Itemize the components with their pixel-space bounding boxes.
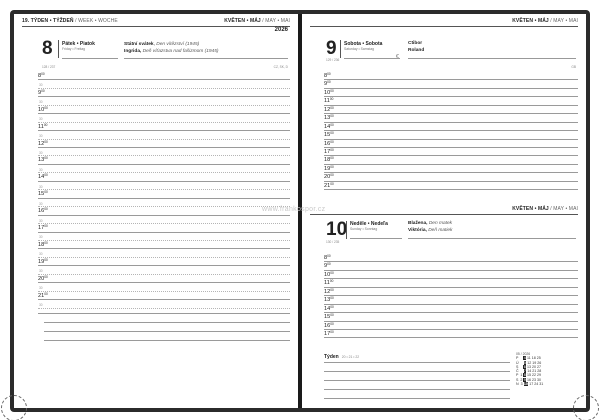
week-note-line[interactable] xyxy=(324,380,510,381)
hour-label: $8^{00}$ xyxy=(324,71,331,79)
half-hour-row[interactable] xyxy=(38,300,290,308)
mini-calendar-day: 8 xyxy=(523,373,526,378)
half-hour-label: 30 xyxy=(39,150,43,155)
hour-row[interactable] xyxy=(38,173,290,181)
hour-label: $15^{00}$ xyxy=(38,190,48,198)
sat-underline xyxy=(344,58,400,59)
half-hour-label: 30 xyxy=(39,167,43,172)
sun-event-underline xyxy=(408,238,576,239)
mini-calendar-day: 20 xyxy=(532,364,536,369)
page-corner-cut xyxy=(1,395,27,420)
hour-label: $18^{00}$ xyxy=(38,240,48,248)
mini-calendar-day: 21 xyxy=(532,369,537,374)
day-underline xyxy=(62,58,118,59)
hour-label: $9^{00}$ xyxy=(324,262,331,270)
mini-calendar-day: 26 xyxy=(537,360,542,365)
hour-row[interactable] xyxy=(324,165,578,173)
sun-number-box xyxy=(326,219,348,241)
mini-calendar-day: 9 xyxy=(523,377,526,382)
half-hour-label: 30 xyxy=(39,184,43,189)
week-header: 19. TÝDEN • TÝŽDEŇ / WEEK • WOCHE xyxy=(22,18,118,24)
hour-label: $11^{00}$ xyxy=(38,122,48,130)
hour-label: $8^{00}$ xyxy=(324,253,331,261)
mini-calendar-row: Ú 5 12 19 26 xyxy=(516,360,542,365)
hour-row[interactable] xyxy=(38,207,290,215)
mini-calendar-day: 12 xyxy=(527,360,532,365)
sun-subtitle: Sunday • Sonntag xyxy=(350,227,378,231)
page-corner-cut-right xyxy=(573,395,599,420)
half-hour-row[interactable] xyxy=(38,216,290,224)
hour-label: $18^{00}$ xyxy=(324,156,334,164)
event-holiday: Státní svátek, Den vítězství (1945) xyxy=(124,42,200,47)
mini-calendar-day: 30 xyxy=(537,377,541,382)
sat-event-underline xyxy=(408,58,576,59)
mini-calendar-day: 27 xyxy=(537,364,541,369)
left-page xyxy=(14,14,298,408)
hour-label: $19^{00}$ xyxy=(324,164,334,172)
hour-row[interactable] xyxy=(324,106,578,114)
mini-calendar-day: 7 xyxy=(523,369,526,374)
sun-underline xyxy=(350,238,402,239)
hour-label: $13^{00}$ xyxy=(38,156,48,164)
mini-calendar-day: 6 xyxy=(523,364,526,369)
header-rule-right xyxy=(310,26,578,27)
mini-calendar-day: 31 xyxy=(539,382,544,387)
mini-calendar-day: 1 xyxy=(520,373,523,378)
hour-row[interactable] xyxy=(324,157,578,165)
half-hour-row[interactable] xyxy=(38,97,290,105)
hour-label: $16^{00}$ xyxy=(324,139,334,147)
half-hour-label: 30 xyxy=(39,303,43,308)
mini-calendar-day: 25 xyxy=(536,356,541,361)
mini-calendar-row: N 3 10 17 24 31 xyxy=(516,382,544,387)
half-hour-row[interactable] xyxy=(38,165,290,173)
hour-label: $10^{00}$ xyxy=(38,105,48,113)
watermark: www.frankospor.cz xyxy=(262,206,326,213)
hour-row[interactable] xyxy=(38,106,290,114)
mini-calendar-day: 11 xyxy=(527,356,531,361)
hour-label: $21^{00}$ xyxy=(38,291,48,299)
hour-label: $14^{00}$ xyxy=(38,173,48,181)
hour-row[interactable] xyxy=(324,114,578,122)
hour-row[interactable] xyxy=(324,89,578,97)
hour-row[interactable] xyxy=(324,313,578,321)
mini-calendar-day: 15 xyxy=(527,373,531,378)
mini-calendar-day: 19 xyxy=(532,360,537,365)
half-hour-row[interactable] xyxy=(38,266,290,274)
mini-calendar-row: P 1 8 15 22 29 xyxy=(516,373,541,378)
hour-row[interactable] xyxy=(324,97,578,105)
sun-month-header: KVĚTEN • MÁJ / MAY • MAI xyxy=(512,206,578,212)
hour-row[interactable] xyxy=(324,322,578,330)
sun-header-rule xyxy=(310,214,578,215)
hour-label: $13^{00}$ xyxy=(324,296,334,304)
sun-event-1: Blažena, Den matek xyxy=(408,221,453,226)
month-header-right: KVĚTEN • MÁJ / MAY • MAI xyxy=(512,18,578,24)
week-note-line[interactable] xyxy=(324,398,510,399)
week-notes-label: Týden 20 • 21 • 22 xyxy=(324,354,360,360)
hour-label: $16^{00}$ xyxy=(324,321,334,329)
hour-row[interactable] xyxy=(324,131,578,139)
hour-row[interactable] xyxy=(324,173,578,181)
hour-row[interactable] xyxy=(324,305,578,313)
event-underline xyxy=(124,58,288,59)
half-hour-row[interactable] xyxy=(38,114,290,122)
hour-row[interactable] xyxy=(38,123,290,131)
hour-row[interactable] xyxy=(324,140,578,148)
half-hour-row[interactable] xyxy=(38,148,290,156)
sun-number: 10 xyxy=(326,219,348,240)
sun-event-2: Viktória, Deň matiek xyxy=(408,228,453,233)
hour-label: $20^{00}$ xyxy=(324,173,334,181)
hour-label: $21^{00}$ xyxy=(324,181,334,189)
half-hour-row[interactable] xyxy=(38,182,290,190)
mini-calendar-day: 17 xyxy=(529,382,534,387)
hour-label: $17^{00}$ xyxy=(324,147,334,155)
hour-label: $11^{00}$ xyxy=(324,279,334,287)
sat-name: Sobota • Sobota xyxy=(344,41,383,47)
hour-label: $16^{00}$ xyxy=(38,207,48,215)
sat-divider xyxy=(340,40,341,58)
hour-label: $13^{00}$ xyxy=(324,114,334,122)
note-line[interactable] xyxy=(38,313,290,314)
hour-row[interactable] xyxy=(324,296,578,304)
hour-label: $12^{00}$ xyxy=(324,287,334,295)
half-hour-label: 30 xyxy=(39,218,43,223)
week-note-line[interactable] xyxy=(324,362,510,363)
hour-label: $10^{00}$ xyxy=(324,270,334,278)
half-hour-label: 30 xyxy=(39,100,43,105)
hour-row[interactable] xyxy=(38,292,290,300)
mini-calendar xyxy=(516,352,543,386)
half-hour-row[interactable] xyxy=(38,233,290,241)
hour-row[interactable] xyxy=(38,89,290,97)
hour-row[interactable] xyxy=(324,182,578,190)
sat-subtitle: Saturday • Samstag xyxy=(344,47,375,51)
half-hour-label: 30 xyxy=(39,252,43,257)
hour-row[interactable] xyxy=(324,123,578,131)
hour-label: $12^{00}$ xyxy=(324,105,334,113)
hour-row[interactable] xyxy=(38,190,290,198)
hour-row[interactable] xyxy=(38,140,290,148)
hour-label: $15^{00}$ xyxy=(324,131,334,139)
week-note-line[interactable] xyxy=(324,371,510,372)
country-code: CZ, SK, D xyxy=(273,65,288,69)
half-hour-label: 30 xyxy=(39,134,43,139)
mini-calendar-day: 28 xyxy=(537,369,542,374)
mini-calendar-day: 10 xyxy=(523,382,528,387)
mini-calendar-day: 29 xyxy=(537,373,541,378)
sun-name: Neděle • Nedeľa xyxy=(350,221,388,227)
sat-number: 9 xyxy=(326,38,337,59)
right-page xyxy=(302,14,586,408)
euro-symbol: € xyxy=(396,54,399,60)
mini-calendar-row: Č 7 14 21 28 xyxy=(516,369,542,374)
header-rule xyxy=(22,26,290,27)
hour-row[interactable] xyxy=(324,72,578,80)
note-line[interactable] xyxy=(44,331,290,332)
sat-nameday-1: Ctibor xyxy=(408,41,423,46)
note-line[interactable] xyxy=(44,340,290,341)
mini-calendar-day: 22 xyxy=(532,373,536,378)
hour-label: $17^{00}$ xyxy=(38,224,48,232)
half-hour-row[interactable] xyxy=(38,131,290,139)
day-divider xyxy=(58,40,59,58)
sun-count: 130 / 235 xyxy=(326,240,340,244)
hour-row[interactable] xyxy=(38,157,290,165)
hour-label: $11^{00}$ xyxy=(324,97,334,105)
hour-row[interactable] xyxy=(324,80,578,88)
day-number-box xyxy=(42,38,64,60)
sun-divider xyxy=(346,221,347,239)
hour-label: $15^{00}$ xyxy=(324,313,334,321)
hour-row[interactable] xyxy=(324,148,578,156)
half-hour-label: 30 xyxy=(39,286,43,291)
half-hour-label: 30 xyxy=(39,201,43,206)
half-hour-row[interactable] xyxy=(38,80,290,88)
half-hour-label: 30 xyxy=(39,83,43,88)
mini-calendar-day: 23 xyxy=(532,377,536,382)
hour-label: $14^{00}$ xyxy=(324,122,334,130)
hour-row[interactable] xyxy=(324,279,578,287)
year-label: 2026 xyxy=(274,27,288,33)
hour-row[interactable] xyxy=(324,271,578,279)
month-header: KVĚTEN • MÁJ / MAY • MAI xyxy=(224,18,290,24)
half-hour-row[interactable] xyxy=(38,249,290,257)
hour-row[interactable] xyxy=(324,254,578,262)
hour-row[interactable] xyxy=(38,224,290,232)
hour-row[interactable] xyxy=(38,72,290,80)
mini-calendar-row: P 4 11 18 25 xyxy=(516,356,541,361)
week-note-line[interactable] xyxy=(324,389,510,390)
sat-count: 129 / 236 xyxy=(326,58,340,62)
hour-row[interactable] xyxy=(38,275,290,283)
half-hour-label: 30 xyxy=(39,117,43,122)
hour-label: $14^{00}$ xyxy=(324,304,334,312)
mini-calendar-row: S 6 13 20 27 xyxy=(516,364,541,369)
hour-label: $17^{00}$ xyxy=(324,329,334,337)
hour-row[interactable] xyxy=(38,258,290,266)
hour-row[interactable] xyxy=(38,241,290,249)
sat-nameday-2: Roland xyxy=(408,48,425,53)
hour-label: $8^{00}$ xyxy=(38,71,45,79)
half-hour-row[interactable] xyxy=(38,199,290,207)
hour-row[interactable] xyxy=(324,330,578,338)
day-count: 128 / 237 xyxy=(42,65,56,69)
hour-label: $20^{00}$ xyxy=(38,274,48,282)
mini-calendar-day: 14 xyxy=(527,369,532,374)
mini-calendar-day: 5 xyxy=(523,360,526,365)
mini-calendar-day: 2 xyxy=(520,377,523,382)
sat-country-code: GB xyxy=(571,65,576,69)
hour-label: $9^{00}$ xyxy=(324,80,331,88)
mini-calendar-day: 3 xyxy=(520,382,523,387)
hour-row[interactable] xyxy=(324,262,578,270)
hour-label: $12^{00}$ xyxy=(38,139,48,147)
mini-calendar-day: 24 xyxy=(534,382,539,387)
day-name: Pátek • Piatok xyxy=(62,41,95,47)
mini-calendar-row: S 2 9 16 23 30 xyxy=(516,377,541,382)
event-nameday: Ingrida, Deň víťazstva nad fašizmom (1945) xyxy=(124,49,219,54)
note-line[interactable] xyxy=(44,322,290,323)
hour-label: $19^{00}$ xyxy=(38,257,48,265)
day-number: 8 xyxy=(42,38,53,59)
hour-label: $10^{00}$ xyxy=(324,88,334,96)
mini-calendar-day: 16 xyxy=(527,377,531,382)
mini-calendar-day: 13 xyxy=(527,364,531,369)
mini-calendar-title: 05 / 2026 xyxy=(516,352,531,356)
half-hour-label: 30 xyxy=(39,235,43,240)
hour-label: $9^{00}$ xyxy=(38,88,45,96)
hour-row[interactable] xyxy=(324,288,578,296)
day-subtitle: Friday • Freitag xyxy=(62,47,86,51)
half-hour-label: 30 xyxy=(39,269,43,274)
mini-calendar-day: 18 xyxy=(531,356,536,361)
half-hour-row[interactable] xyxy=(38,283,290,291)
mini-calendar-day: 4 xyxy=(523,356,526,361)
